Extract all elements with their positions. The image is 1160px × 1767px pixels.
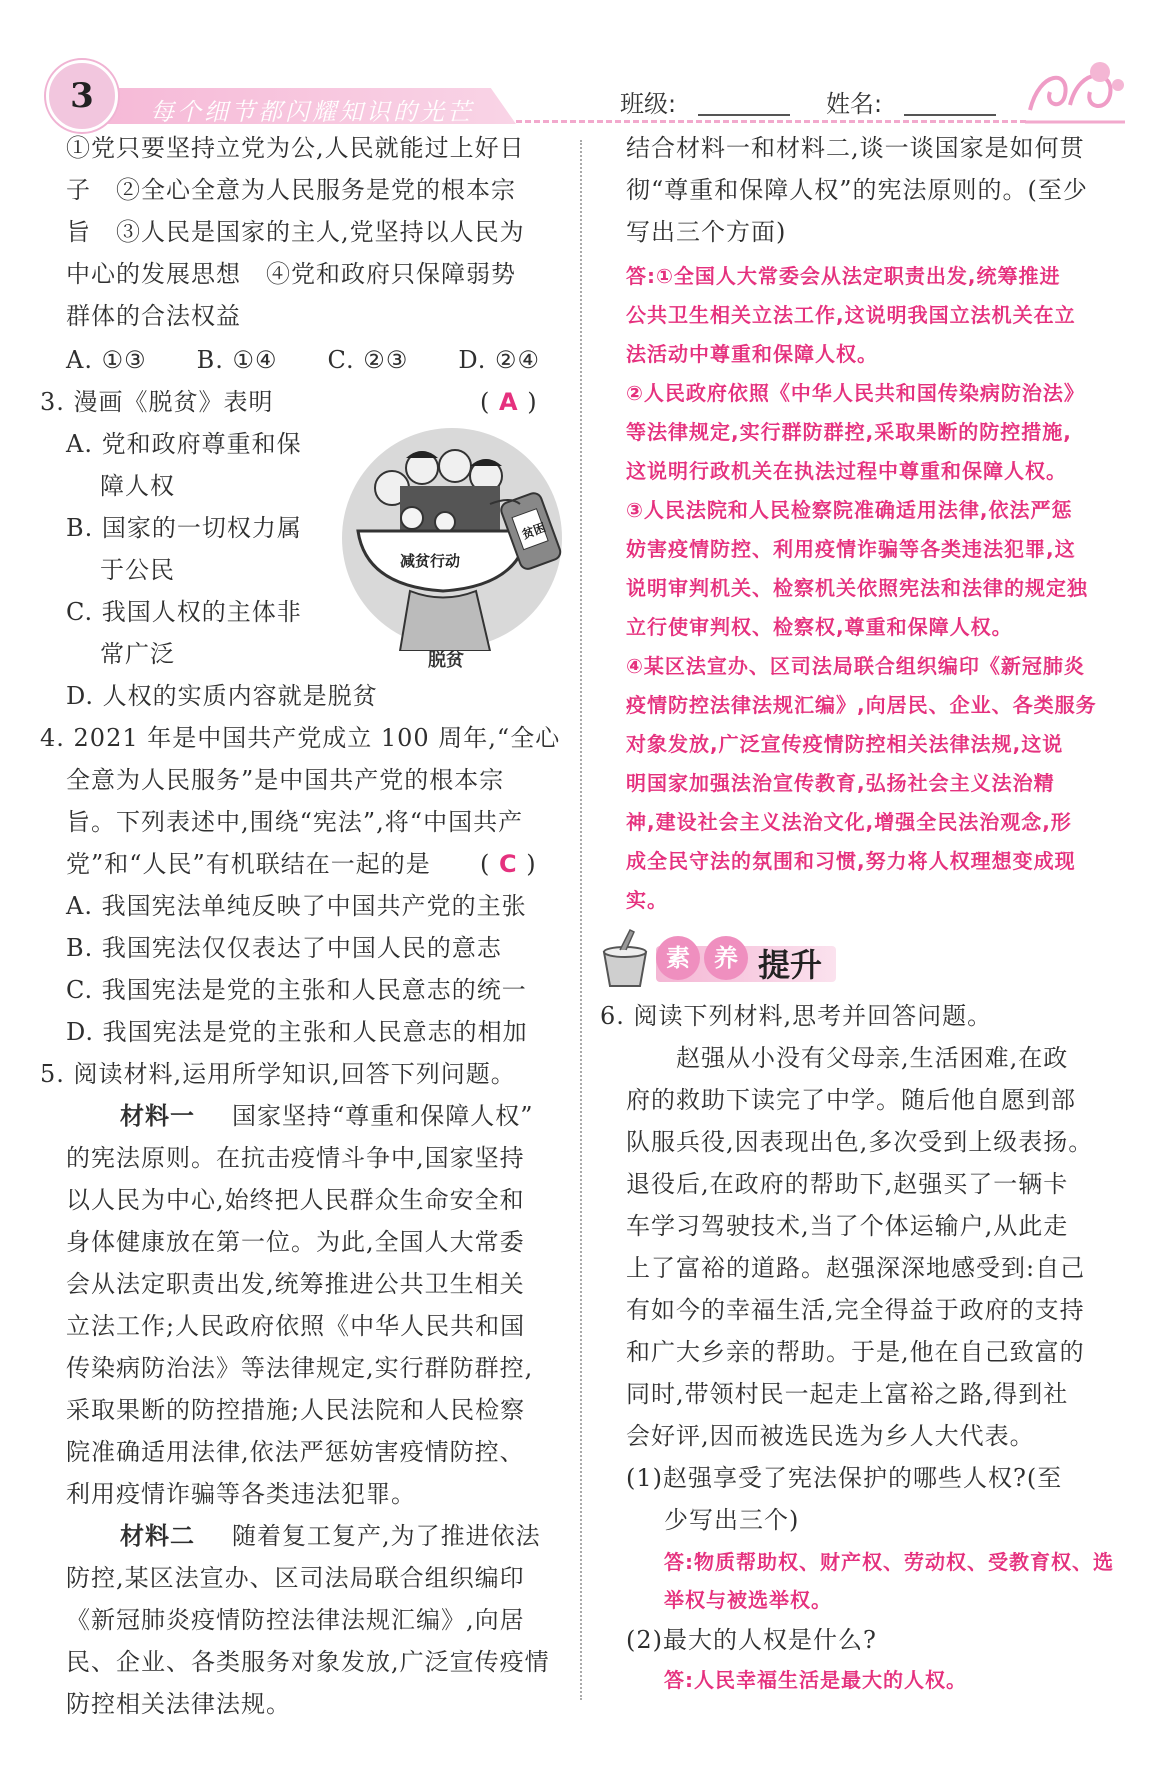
q4-line: 旨。下列表述中,围绕“宪法”,将“中国共产 [66, 808, 524, 836]
q5-answer-line: 等法律规定,实行群防群控,采取果断的防控措施, [626, 420, 1072, 444]
q6-passage-line: 车学习驾驶技术,当了个体运输户,从此走 [626, 1212, 1069, 1240]
poverty-cartoon-image [340, 426, 565, 651]
q5-answer-line: 明国家加强法治宣传教育,弘扬社会主义法治精 [626, 771, 1055, 795]
q6-passage-line: 府的救助下读完了中学。随后他自愿到部 [626, 1086, 1076, 1114]
q3-option: 于公民 [100, 556, 175, 584]
q6-passage-line: 上了富裕的道路。赵强深深地感受到:自己 [626, 1254, 1086, 1282]
cartoon-caption: 脱贫 [428, 650, 464, 671]
q6-sub1-question: 少写出三个) [664, 1506, 800, 1534]
bucket-icon [596, 928, 654, 988]
section-char-2: 养 [704, 936, 748, 980]
material-2-line: 防控,某区法宣办、区司法局联合组织编印 [66, 1564, 525, 1592]
material-1-line: 传染病防治法》等法律规定,实行群防群控, [66, 1354, 534, 1382]
q4-line: 全意为人民服务”是中国共产党的根本宗 [66, 766, 505, 794]
q5-stem: 5. 阅读材料,运用所学知识,回答下列问题。 [40, 1060, 516, 1088]
q4-answer: C [499, 850, 518, 878]
q5-answer-line: 神,建设社会主义法治文化,增强全民法治观念,形 [626, 810, 1072, 834]
material-1-line: 院准确适用法律,依法严惩妨害疫情防控、 [66, 1438, 525, 1466]
cartoon-bag-label: 贫困 [520, 520, 548, 542]
q5-answer-line: 疫情防控法律法规汇编》,向居民、企业、各类服务 [626, 693, 1097, 717]
q5-answer-line: 法活动中尊重和保障人权。 [626, 342, 878, 366]
q6-passage-line: 退役后,在政府的帮助下,赵强买了一辆卡 [626, 1170, 1069, 1198]
material-2-line: 防控相关法律法规。 [66, 1690, 291, 1718]
q6-sub2-question: (2)最大的人权是什么? [626, 1626, 877, 1654]
q2-choices: A. ①③ B. ①④ C. ②③ D. ②④ [66, 346, 541, 374]
material-1-line: 立法工作;人民政府依照《中华人民共和国 [66, 1312, 526, 1340]
q2-line: 子 ②全心全意为人民服务是党的根本宗 [66, 176, 516, 204]
q2-line: ①党只要坚持立党为公,人民就能过上好日 [66, 134, 525, 162]
q3-option: C. 我国人权的主体非 [66, 598, 302, 626]
q5-answer-line: 立行使审判权、检察权,尊重和保障人权。 [626, 615, 1013, 639]
q6-sub1-question: (1)赵强享受了宪法保护的哪些人权?(至 [626, 1464, 1063, 1492]
q5-answer-line: 这说明行政机关在执法过程中尊重和保障人权。 [626, 459, 1067, 483]
section-char-1: 素 [656, 936, 700, 980]
q4-option: D. 我国宪法是党的主张和人民意志的相加 [66, 1018, 528, 1046]
q3-answer-bracket: ( A ) [480, 388, 538, 416]
q6-sub1-answer: 举权与被选举权。 [664, 1588, 832, 1612]
q5-question-line: 结合材料一和材料二,谈一谈国家是如何贯 [626, 134, 1085, 162]
q6-passage-line: 和广大乡亲的帮助。于是,他在自己致富的 [626, 1338, 1085, 1366]
material-2-line: 随着复工复产,为了推进依法 [232, 1522, 541, 1550]
q3-option: 障人权 [100, 472, 175, 500]
material-2-line: 民、企业、各类服务对象发放,广泛宣传疫情 [66, 1648, 550, 1676]
q4-answer-bracket: ( C ) [480, 850, 537, 878]
q4-line: 4. 2021 年是中国共产党成立 100 周年,“全心 [40, 724, 561, 752]
q6-stem: 6. 阅读下列材料,思考并回答问题。 [600, 1002, 993, 1030]
q6-passage-line: 赵强从小没有父母亲,生活困难,在政 [676, 1044, 1069, 1072]
q3-option: B. 国家的一切权力属 [66, 514, 302, 542]
q2-line: 中心的发展思想 ④党和政府只保障弱势 [66, 260, 516, 288]
cartoon-bowl-label: 减贫行动 [400, 552, 461, 570]
q3-option: D. 人权的实质内容就是脱贫 [66, 682, 378, 710]
material-2-label: 材料二 [120, 1522, 195, 1550]
q4-option: B. 我国宪法仅仅表达了中国人民的意志 [66, 934, 502, 962]
q2-line: 群体的合法权益 [66, 302, 241, 330]
name-label: 姓名: [826, 90, 883, 118]
q3-answer: A [499, 388, 519, 416]
q5-answer-line: 说明审判机关、检察机关依照宪法和法律的规定独 [626, 576, 1088, 600]
section-title: 提升 [758, 946, 823, 984]
q5-answer-line: 成全民守法的氛围和习惯,努力将人权理想变成现 [626, 849, 1076, 873]
q5-answer-line: 公共卫生相关立法工作,这说明我国立法机关在立 [626, 303, 1076, 327]
q4-line: 党”和“人民”有机联结在一起的是 [66, 850, 431, 878]
q6-passage-line: 队服兵役,因表现出色,多次受到上级表扬。 [626, 1128, 1094, 1156]
class-label: 班级: [620, 90, 677, 118]
material-1-line: 国家坚持“尊重和保障人权” [232, 1102, 534, 1130]
q4-option: A. 我国宪法单纯反映了中国共产党的主张 [66, 892, 527, 920]
name-blank[interactable] [904, 114, 996, 116]
material-1-line: 的宪法原则。在抗击疫情斗争中,国家坚持 [66, 1144, 525, 1172]
material-1-line: 会从法定职责出发,统筹推进公共卫生相关 [66, 1270, 525, 1298]
material-1-line: 采取果断的防控措施;人民法院和人民检察 [66, 1396, 526, 1424]
q5-answer-line: 实。 [626, 888, 668, 912]
material-1-line: 利用疫情诈骗等各类违法犯罪。 [66, 1480, 416, 1508]
q3-option: A. 党和政府尊重和保 [66, 430, 302, 458]
material-1-label: 材料一 [120, 1102, 195, 1130]
q5-answer-line: ②人民政府依照《中华人民共和国传染病防治法》 [626, 381, 1085, 405]
section-heading-literacy [596, 928, 856, 988]
header-dashed-divider [516, 120, 1026, 123]
floral-ornament-icon [1020, 50, 1130, 130]
q5-answer-line: ④某区法宣办、区司法局联合组织编印《新冠肺炎 [626, 654, 1085, 678]
q3-option: 常广泛 [100, 640, 175, 668]
page-number: 3 [46, 60, 118, 132]
q5-answer-line: 对象发放,广泛宣传疫情防控相关法律法规,这说 [626, 732, 1064, 756]
q2-line: 旨 ③人民是国家的主人,党坚持以人民为 [66, 218, 525, 246]
material-2-line: 《新冠肺炎疫情防控法律法规汇编》,向居 [66, 1606, 525, 1634]
q5-question-line: 彻“尊重和保障人权”的宪法原则的。(至少 [626, 176, 1088, 204]
column-divider [580, 140, 582, 1700]
q6-sub2-answer: 答:人民幸福生活是最大的人权。 [664, 1668, 967, 1692]
q6-passage-line: 会好评,因而被选民选为乡人大代表。 [626, 1422, 1035, 1450]
q5-question-line: 写出三个方面) [626, 218, 787, 246]
q5-answer-line: 答:①全国人大常委会从法定职责出发,统筹推进 [626, 264, 1061, 288]
material-1-line: 身体健康放在第一位。为此,全国人大常委 [66, 1228, 525, 1256]
q4-option: C. 我国宪法是党的主张和人民意志的统一 [66, 976, 527, 1004]
q5-answer-line: 妨害疫情防控、利用疫情诈骗等各类违法犯罪,这 [626, 537, 1076, 561]
class-blank[interactable] [698, 114, 790, 116]
q6-passage-line: 同时,带领村民一起走上富裕之路,得到社 [626, 1380, 1069, 1408]
slogan-text: 每个细节都闪耀知识的光芒 [150, 98, 474, 126]
q3-stem: 3. 漫画《脱贫》表明 [40, 388, 274, 416]
q5-answer-line: ③人民法院和人民检察院准确适用法律,依法严惩 [626, 498, 1073, 522]
q6-sub1-answer: 答:物质帮助权、财产权、劳动权、受教育权、选 [664, 1550, 1114, 1574]
material-1-line: 以人民为中心,始终把人民群众生命安全和 [66, 1186, 525, 1214]
q6-passage-line: 有如今的幸福生活,完全得益于政府的支持 [626, 1296, 1085, 1324]
